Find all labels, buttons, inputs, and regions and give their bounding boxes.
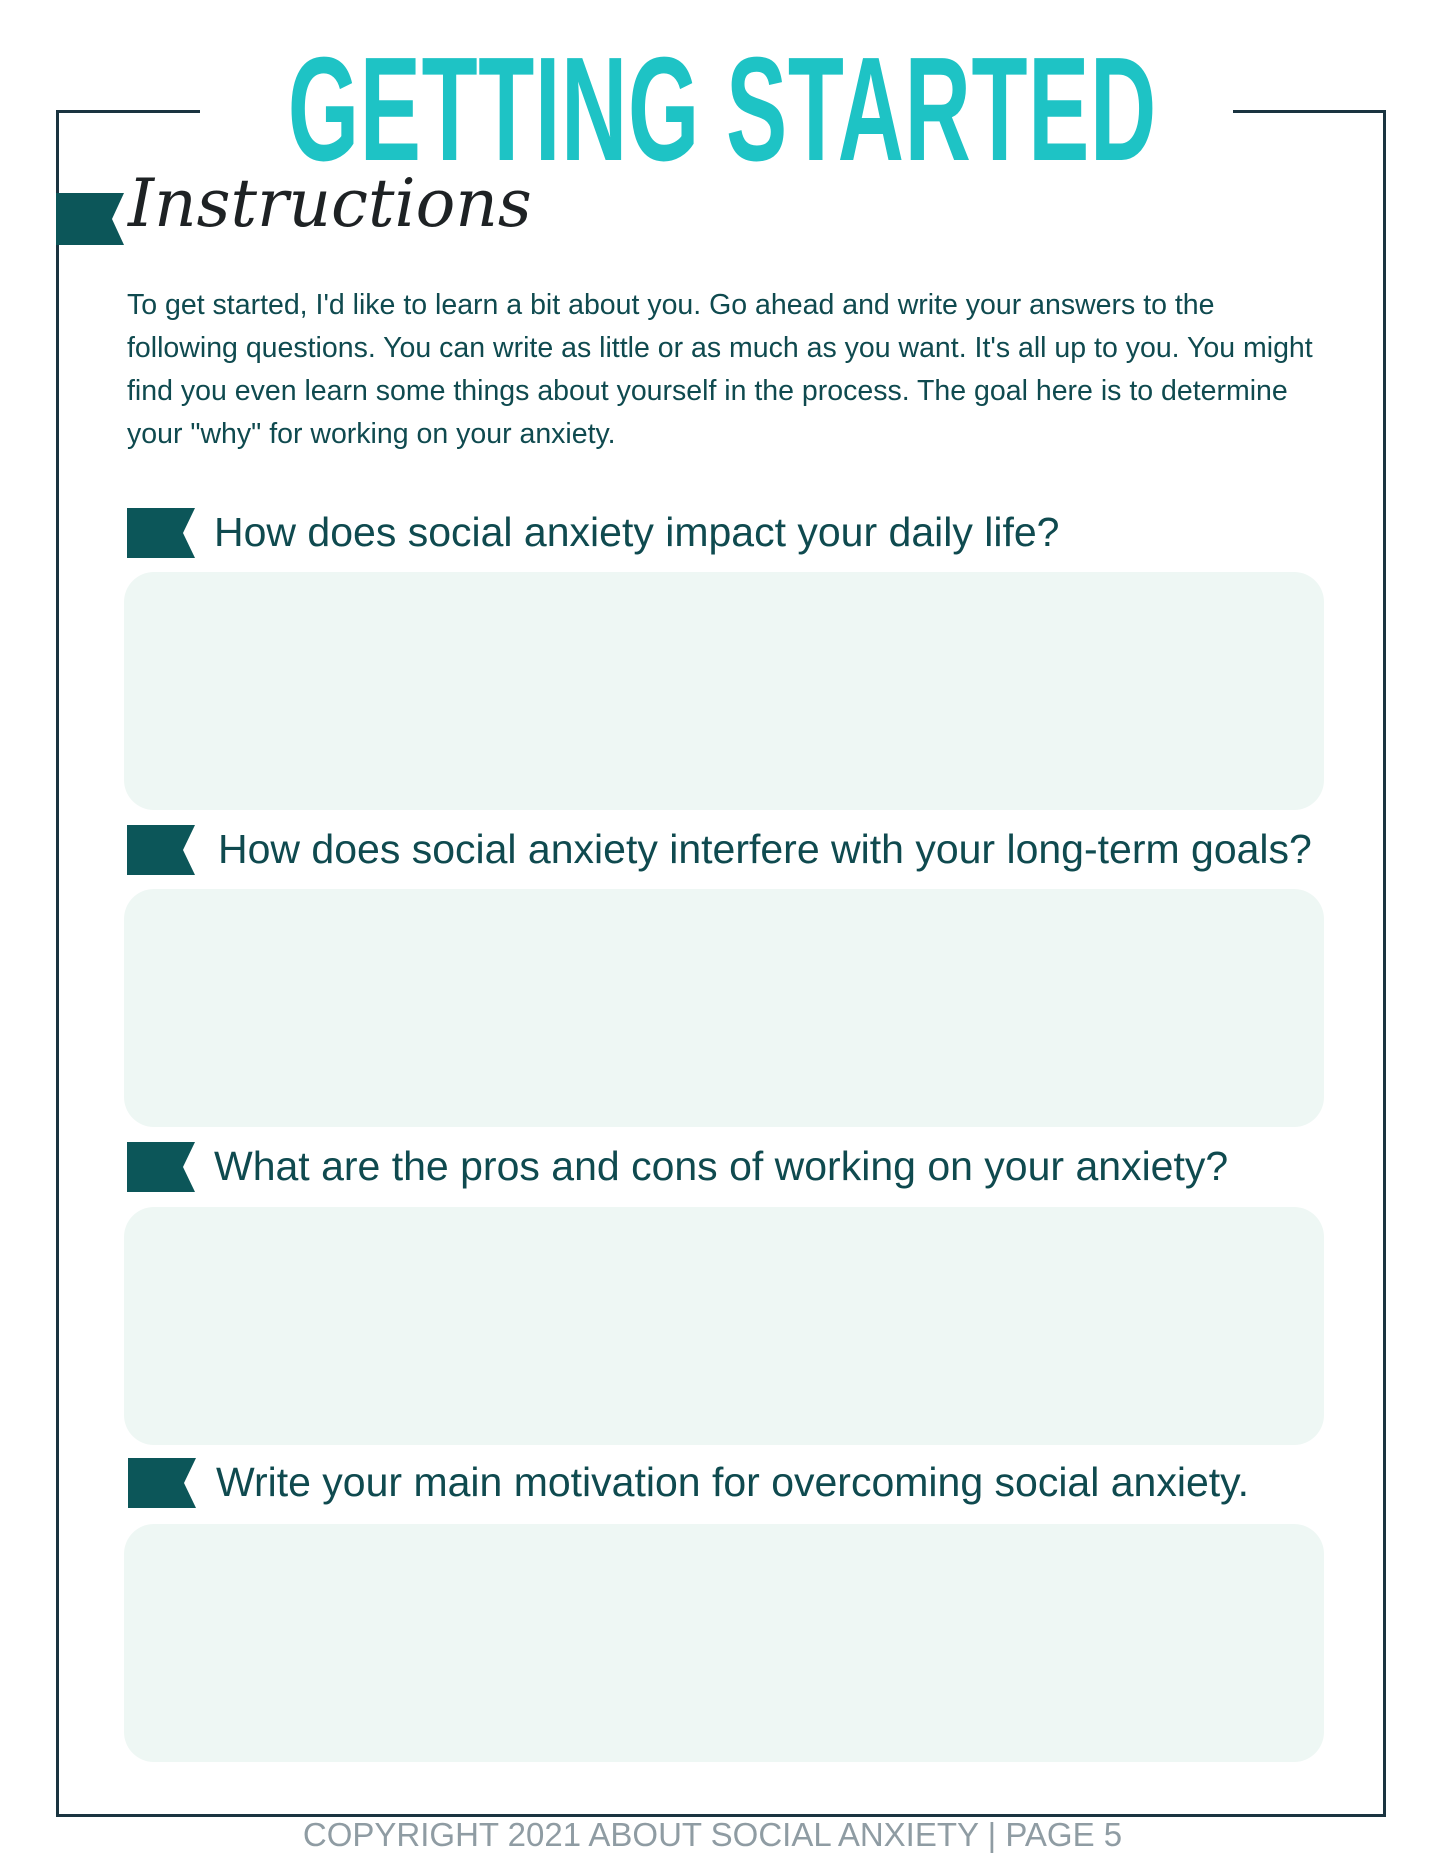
question-flag-icon	[127, 1142, 195, 1192]
answer-box-3[interactable]	[124, 1207, 1324, 1445]
page-title: GETTING STARTED	[287, 27, 1157, 192]
instructions-heading: Instructions	[128, 165, 532, 242]
instructions-flag-icon	[56, 193, 124, 245]
frame-top-right-line	[1233, 110, 1386, 113]
footer-copyright: COPYRIGHT 2021 ABOUT SOCIAL ANXIETY | PAGE 5	[302, 1816, 1123, 1853]
frame-right-line	[1383, 110, 1386, 1817]
intro-text: To get started, I'd like to learn a bit about you. Go ahead and write your answers to the following questions. You can write as little or as much as you want. It's all up to you. You might find you even learn some things about yourself in the process. The goal here is to determine your "why" for working on your anxiety.	[127, 289, 1313, 450]
question-4-label: Write your main motivation for overcoming social anxiety.	[216, 1459, 1249, 1505]
question-flag-icon	[127, 508, 195, 558]
question-flag-icon	[128, 1458, 196, 1508]
question-1-label: How does social anxiety impact your daily life?	[214, 509, 1060, 555]
question-flag-icon	[127, 825, 195, 875]
answer-box-2[interactable]	[124, 889, 1324, 1127]
frame-left-line	[56, 110, 59, 1817]
question-2-label: How does social anxiety interfere with your long-term goals?	[218, 826, 1312, 872]
frame-top-left-line	[56, 110, 200, 113]
answer-box-4[interactable]	[124, 1524, 1324, 1762]
answer-box-1[interactable]	[124, 572, 1324, 810]
question-3-label: What are the pros and cons of working on your anxiety?	[214, 1143, 1229, 1189]
